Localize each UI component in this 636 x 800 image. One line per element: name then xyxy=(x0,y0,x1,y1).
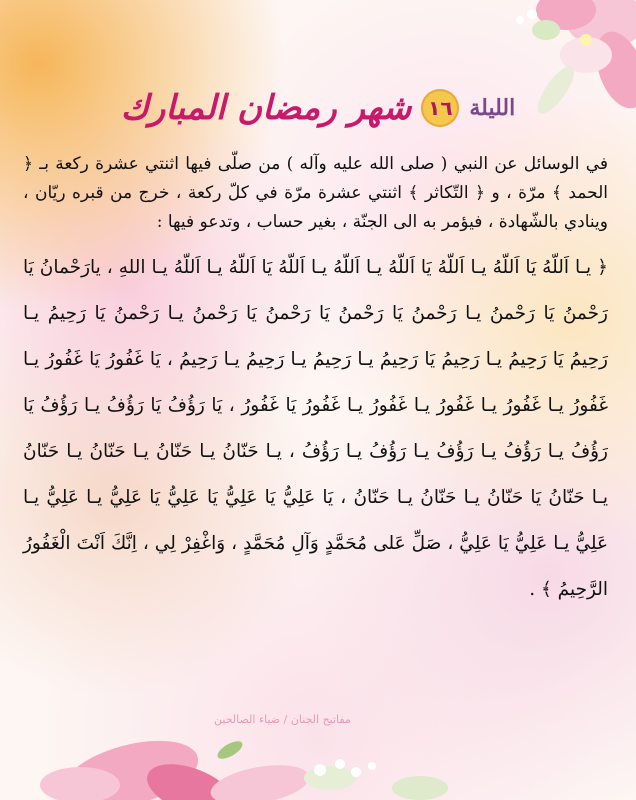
intro-paragraph: في الوسائل عن النبي ( صلى الله عليه وآله ) من صلّى فيها اثنتي عشرة ركعة بـ ﴿ الحمد ﴾ مرّة ، و ﴿ التّكاثر ﴾ اثنتي عشرة مرّة في كلّ ركعة ، خرج من قبره ريّان ، وينادي بالشّهادة ، فيؤمر به الى الجنّة ، بغير حساب ، وتدعو فيها : xyxy=(23,154,608,232)
ramadan-title: شهر رمضان المبارك xyxy=(120,88,412,128)
text-content xyxy=(23,150,608,613)
page-header xyxy=(0,78,636,138)
night-label: الليلة xyxy=(469,95,516,121)
flowers-bottom-decoration xyxy=(0,690,636,800)
watermark: مفاتيح الجنان / ضياء الصالحين xyxy=(214,713,351,726)
dua-paragraph: ﴿ يـا اَللّهُ يَا اَللّهُ يـا اَللّهُ يَا اَللّهُ يـا اَللّهُ يـا اَللّهُ يَا اَللّهُ يـا اَللّهُ يـا اللهِ ، يارَحْمانُ يَا رَحْمنُ يَا رَحْمنُ يـا رَحْمنُ يَا رَحْمنُ يَا رَحْمنُ يَا رَحْمنُ يـا رَحْمنُ يَا رَحِيمُ يـا رَحِيمُ يَا رَحِيمُ يـا رَحِيمُ يَا رَحِيمُ يـا رَحِيمُ يـا رَحِيمُ يـا رَحِيمُ ، يَا غَفُورُ يَا غَفُورُ يـا غَفُورُ يـا غَفُورُ يـا غَفُورُ يـا غَفُورُ يـا غَفُورُ يَا غَفُورُ ، يَا رَؤُفُ يَا رَؤُفُ يـا رَؤُفُ يَا رَؤُفُ يـا رَؤُفُ يـا رَؤُفُ يـا رَؤُفُ يـا رَؤُفُ ، يـا حَنّانُ يـا حَنّانُ يـا حَنّانُ يـا حَنّانُ يـا حَنّانُ يَا حَنّانُ يـا حَنّانُ يـا حَنّانُ ، يَا عَلِيُّ يَا عَلِيُّ يَا عَلِيُّ يَا عَلِيُّ يـا عَلِيُّ يـا عَلِيُّ يـا عَلِيُّ يَا عَلِيُّ ، صَلِّ عَلى مُحَمَّدٍ وَآلِ مُحَمَّدٍ ، وَاغْفِرْ لِي ، اِنَّكَ اَنْتَ الْغَفُورُ الرَّحِيمُ ﴾ . xyxy=(23,257,608,600)
night-number-badge: ١٦ xyxy=(421,89,459,127)
